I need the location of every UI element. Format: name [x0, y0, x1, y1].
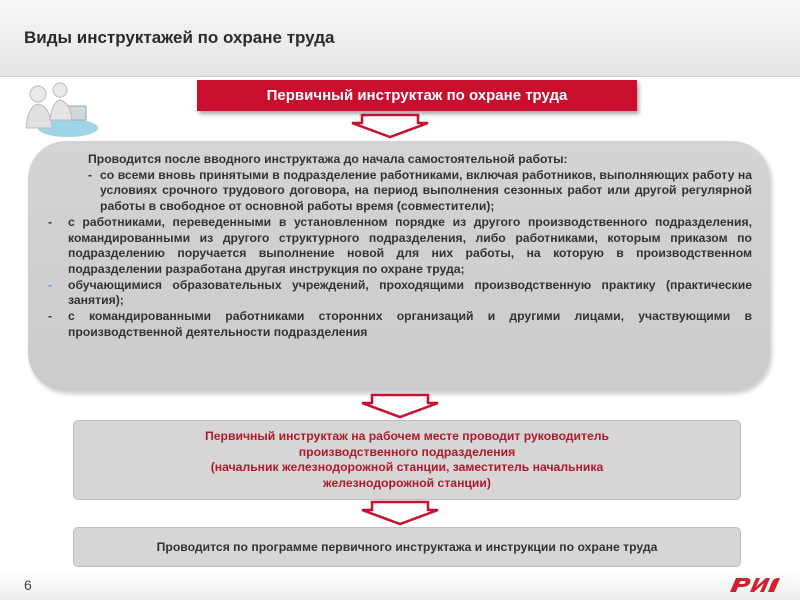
arrow-down-icon [358, 500, 442, 526]
list-item: - обучающимися образовательных учреждений, проходящими производственную практику (практические занятия); [48, 277, 752, 308]
main-info-text [48, 152, 752, 340]
list-item: - с командированными работниками сторонних организаций и другими лицами, участвующими в производственной деятельности подразделения [48, 309, 752, 339]
people-at-desk-illustration [14, 80, 100, 142]
rzd-logo-icon [726, 572, 782, 596]
list-item: - со всеми вновь принятыми в подразделение работниками, включая работников, выполняющих работу на условиях срочного трудового договора, на период выполнения сезонных работ или другой регулярной работы в свободное от основной работы время (совместители); [88, 167, 752, 214]
primary-briefing-banner: Первичный инструктаж по охране труда [197, 80, 637, 111]
main-lead-text: Проводится после вводного инструктажа до начала самостоятельной работы: [88, 152, 568, 166]
page-number: 6 [24, 577, 32, 593]
program-info-box: Проводится по программе первичного инструктажа и инструкции по охране труда [73, 527, 741, 567]
page-title: Виды инструктажей по охране труда [24, 28, 335, 47]
footer-band [0, 572, 800, 600]
arrow-down-icon [358, 393, 442, 419]
list-item: - с работниками, переведенными в установленном порядке из другого производственного подразделения, командированными из другого структурного подразделения, либо работниками, которым приказом по подразделению поручается выполнение новой для них работы, на которую в производственном подразделении разработана другая инструкция по охране труда; [48, 214, 752, 276]
workplace-briefing-box: Первичный инструктаж на рабочем месте проводит руководитель производственного подразделения (начальник железнодорожной станции, заместитель начальника железнодорожной станции) [73, 420, 741, 500]
arrow-down-icon [348, 113, 432, 139]
